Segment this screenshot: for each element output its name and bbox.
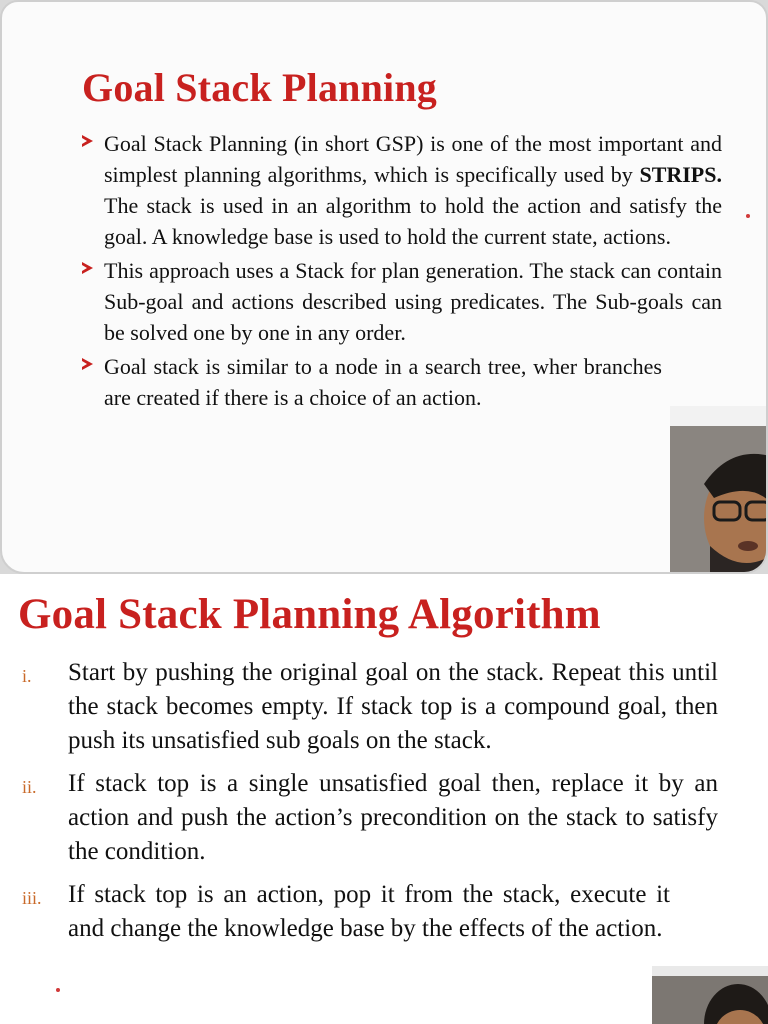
step-text: If stack top is an action, pop it from the stack, execute it and change the knowledge base by the effects of the action. [68, 881, 670, 942]
bullet-item [82, 351, 722, 413]
algorithm-step [18, 767, 718, 869]
step-number: ii. [22, 777, 37, 797]
bullet-list [82, 128, 722, 416]
presenter-webcam [652, 966, 768, 1024]
slide-goal-stack-planning-algorithm [0, 574, 768, 1024]
algorithm-step-list [18, 656, 718, 955]
step-number: i. [22, 666, 32, 686]
arrow-bullet-icon [82, 135, 93, 147]
presenter-face-image [652, 966, 768, 1024]
algorithm-step [18, 656, 718, 758]
slide-title: Goal Stack Planning Algorithm [18, 591, 601, 638]
bullet-text-pre: Goal Stack Planning (in short GSP) is one of the most important and simplest planning algorithms, which is specifically used by [104, 131, 722, 187]
bullet-text: Goal stack is similar to a node in a search tree, wher branches are created if there is a choice of an action. [104, 354, 662, 410]
step-text: If stack top is a single unsatisfied goal then, replace it by an action and push the action’s precondition on the stack to satisfy the condition. [68, 770, 718, 865]
step-number: iii. [22, 888, 42, 908]
arrow-bullet-icon [82, 358, 93, 370]
presenter-webcam [670, 406, 768, 574]
step-text: Start by pushing the original goal on the stack. Repeat this until the stack becomes empty. If stack top is a compound goal, then push its unsatisfied sub goals on the stack. [68, 659, 718, 754]
bullet-text-post: The stack is used in an algorithm to hold the action and satisfy the goal. A knowledge base is used to hold the current state, actions. [104, 193, 722, 249]
bullet-text-bold: STRIPS. [639, 162, 722, 187]
arrow-bullet-icon [82, 262, 93, 274]
slide-title: Goal Stack Planning [82, 65, 437, 110]
bullet-item [82, 255, 722, 348]
marker-dot [746, 214, 750, 218]
bullet-item [82, 128, 722, 252]
presenter-face-image [670, 406, 768, 574]
algorithm-step [18, 878, 718, 946]
marker-dot [56, 988, 60, 992]
bullet-text: This approach uses a Stack for plan generation. The stack can contain Sub-goal and actions described using predicates. The Sub-goals can be solved one by one in any order. [104, 258, 722, 345]
